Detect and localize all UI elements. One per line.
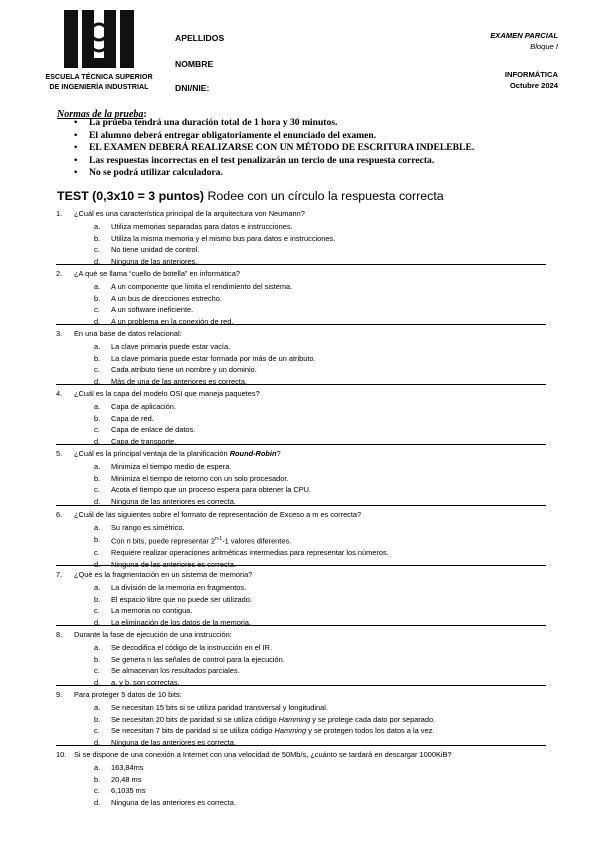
- option-text: Ninguna de las anteriores es correcta.: [111, 559, 236, 569]
- question-block: [56, 689, 546, 749]
- option-text: Capa de aplicación.: [111, 402, 176, 411]
- question-block: [56, 448, 546, 508]
- question-separator: [56, 444, 546, 445]
- question-text: [56, 268, 546, 279]
- question-number: 10.: [56, 750, 67, 759]
- exam-block: Bloque I: [530, 42, 558, 51]
- option-text: La clave primaria puede estar vacía.: [111, 342, 231, 351]
- answer-option: [56, 341, 546, 353]
- exam-type: EXAMEN PARCIAL: [490, 31, 558, 40]
- option-letter: c.: [94, 726, 100, 736]
- option-text: A un componente que limita el rendimiento del sistema.: [111, 282, 293, 291]
- norm-item: • El alumno deberá entregar obligatoriamente el enunciado del examen.: [57, 130, 474, 143]
- answer-option: [56, 496, 546, 508]
- answer-option: [56, 484, 546, 496]
- option-letter: b.: [94, 353, 101, 363]
- option-letter: b.: [94, 473, 101, 483]
- question-text: [56, 629, 546, 640]
- option-letter: a.: [94, 643, 101, 652]
- answer-option: [56, 413, 546, 425]
- question-block: [56, 208, 546, 268]
- option-text: 6,1035 ms: [111, 786, 146, 796]
- option-text: 163,84ms: [111, 763, 144, 772]
- question-prompt: ¿Cuál de las siguientes sobre el formato de representación de Exceso a m es correcta?: [74, 510, 362, 519]
- norms-title-colon: :: [143, 109, 147, 120]
- norm-item: • Las respuestas incorrectas en el test penalizarán un tercio de una respuesta correcta.: [57, 155, 474, 168]
- question-prompt: ¿Cuál es una característica principal de la arquitectura von Neumann?: [74, 209, 305, 218]
- option-text: Ninguna de las anteriores es correcta.: [111, 738, 236, 748]
- answer-option: [56, 677, 546, 689]
- question-options: [56, 702, 546, 749]
- option-text: Ninguna de las anteriores es correcta.: [111, 798, 236, 808]
- question-block: [56, 268, 546, 328]
- question-separator: [56, 264, 546, 265]
- test-title-instruction: Rodee con un círculo la respuesta correcta: [204, 189, 444, 203]
- option-letter: b.: [94, 714, 101, 724]
- option-text-end: y se protege cada dato por separado.: [310, 714, 436, 724]
- option-text: Minimiza el tiempo de retorno con un solo procesador.: [111, 473, 289, 483]
- norm-item: • EL EXAMEN DEBERÁ REALIZARSE CON UN MÉTODO DE ESCRITURA INDELEBLE.: [57, 142, 474, 155]
- school-name-line2: DE INGENIERÍA INDUSTRIAL: [49, 82, 149, 91]
- question-options: [56, 762, 546, 809]
- dni-label: DNI/NIE:: [175, 83, 210, 93]
- option-letter: c.: [94, 547, 100, 557]
- answer-option: [56, 725, 546, 737]
- question-block: [56, 629, 546, 689]
- option-letter: d.: [94, 257, 101, 267]
- option-letter: d.: [94, 317, 101, 327]
- answer-option: [56, 714, 546, 726]
- question-options: [56, 582, 546, 629]
- option-text: A un problema en la conexión de red.: [111, 317, 234, 327]
- answer-option: [56, 364, 546, 376]
- answer-option: [56, 797, 546, 809]
- option-letter: b.: [94, 293, 101, 303]
- option-letter: b.: [94, 654, 101, 664]
- question-block: [56, 569, 546, 629]
- norms-list: [57, 117, 474, 180]
- answer-option: [56, 642, 546, 654]
- answer-option: [56, 534, 546, 547]
- answer-option: [56, 473, 546, 485]
- option-letter: c.: [94, 606, 100, 616]
- apellidos-label: APELLIDOS: [175, 33, 225, 43]
- option-text: Se necesitan 20 bits de paridad si se utiliza código: [111, 714, 279, 724]
- option-text: Se necesitan 7 bits de paridad si se utiliza código: [111, 726, 275, 736]
- question-options: [56, 221, 546, 268]
- option-letter: a.: [94, 763, 101, 772]
- answer-option: [56, 304, 546, 316]
- answer-option: [56, 605, 546, 617]
- answer-option: [56, 424, 546, 436]
- question-block: [56, 388, 546, 448]
- answer-option: [56, 785, 546, 797]
- answer-option: [56, 522, 546, 534]
- question-prompt: Para proteger 5 datos de 10 bits:: [74, 690, 182, 699]
- option-letter: c.: [94, 245, 100, 255]
- answer-option: [56, 353, 546, 365]
- question-block: [56, 749, 546, 809]
- option-letter: a.: [94, 523, 101, 532]
- option-text: Capa de transporte.: [111, 437, 177, 447]
- school-logo-icon: [64, 10, 134, 68]
- option-letter: a.: [94, 703, 101, 712]
- question-separator: [56, 384, 546, 385]
- option-text: 20,48 ms: [111, 774, 142, 784]
- question-number: 4.: [56, 389, 63, 398]
- option-text: Ninguna de las anteriores es correcta.: [111, 497, 236, 507]
- option-text: Utiliza memorias separadas para datos e instrucciones.: [111, 222, 293, 231]
- answer-option: [56, 256, 546, 268]
- option-letter: b.: [94, 774, 101, 784]
- option-letter: d.: [94, 377, 101, 387]
- question-prompt-italic: Round-Robin: [229, 449, 277, 458]
- option-letter: b.: [94, 594, 101, 604]
- question-separator: [56, 565, 546, 566]
- option-letter: d.: [94, 678, 101, 688]
- option-text: Requiere realizar operaciones aritméticas intermedias para representar los números.: [111, 547, 389, 557]
- option-italic: Hamming: [274, 726, 307, 736]
- option-text: A un software ineficiente.: [111, 305, 194, 315]
- option-letter: d.: [94, 497, 101, 507]
- option-text: La memoria no contigua.: [111, 606, 193, 616]
- option-letter: d.: [94, 437, 101, 447]
- question-prompt: ¿A qué se llama “cuello de botella” en informática?: [74, 269, 240, 278]
- question-prompt: En una base de datos relacional:: [74, 329, 182, 338]
- option-text: Más de una de las anteriores es correcta.: [111, 377, 247, 387]
- question-prompt: Si se dispone de una conexión a Internet con una velocidad de 50Mb/s, ¿cuánto se tardará en descargar 1000KiB?: [74, 750, 452, 759]
- answer-option: [56, 401, 546, 413]
- option-letter: d.: [94, 738, 101, 748]
- question-text: [56, 388, 546, 399]
- question-text: [56, 448, 546, 459]
- question-number: 1.: [56, 209, 63, 218]
- option-text: Ninguna de las anteriores.: [111, 257, 198, 267]
- option-letter: a.: [94, 222, 101, 231]
- question-block: [56, 328, 546, 388]
- test-title: [57, 189, 444, 203]
- exam-subject: INFORMÁTICA: [504, 70, 558, 79]
- question-separator: [56, 685, 546, 686]
- school-name-line1: ESCUELA TÉCNICA SUPERIOR: [45, 72, 153, 81]
- question-separator: [56, 505, 546, 506]
- answer-option: [56, 762, 546, 774]
- option-letter: c.: [94, 786, 100, 796]
- school-name: [44, 72, 154, 92]
- option-text: Se genera n las señales de control para la ejecución.: [111, 654, 285, 664]
- answer-option: [56, 233, 546, 245]
- option-letter: d.: [94, 559, 101, 569]
- norm-item: • No se podrá utilizar calculadora.: [57, 167, 474, 180]
- option-superscript: n-1: [214, 535, 223, 542]
- question-prompt: ¿Cuál es la capa del modelo OSI que maneja paquetes?: [74, 389, 260, 398]
- option-text: No tiene unidad de control.: [111, 245, 200, 255]
- option-text: Utiliza la misma memoria y el mismo bus para datos e instrucciones.: [111, 233, 336, 243]
- question-prompt: ¿Cuál es la principal ventaja de la planificación: [74, 449, 230, 458]
- question-separator: [56, 324, 546, 325]
- question-number: 5.: [56, 449, 63, 458]
- question-prompt: Durante la fase de ejecución de una instrucción:: [74, 630, 232, 639]
- option-text: La división de la memoria en fragmentos.: [111, 583, 247, 592]
- question-text: [56, 689, 546, 700]
- question-text: [56, 569, 546, 580]
- option-text: El espacio libre que no puede ser utilizado.: [111, 594, 252, 604]
- option-text: Se almacenan los resultados parciales.: [111, 666, 240, 676]
- option-text: Con n bits, puede representar 2: [111, 536, 215, 546]
- nombre-label: NOMBRE: [175, 59, 214, 69]
- question-separator: [56, 625, 546, 626]
- question-options: [56, 461, 546, 508]
- exam-date: Octubre 2024: [509, 81, 558, 90]
- question-options: [56, 341, 546, 388]
- answer-option: [56, 737, 546, 749]
- question-block: [56, 509, 546, 570]
- option-text: A un bus de direcciones estrecho.: [111, 293, 222, 303]
- question-text: [56, 208, 546, 219]
- option-letter: d.: [94, 618, 101, 628]
- answer-option: [56, 665, 546, 677]
- answer-option: [56, 244, 546, 256]
- answer-option: [56, 702, 546, 714]
- answer-option: [56, 221, 546, 233]
- answer-option: [56, 594, 546, 606]
- answer-option: [56, 774, 546, 786]
- option-text: Capa de enlace de datos.: [111, 425, 196, 435]
- question-prompt: ¿Qué es la fragmentación en un sistema de memoria?: [74, 570, 253, 579]
- option-letter: c.: [94, 666, 100, 676]
- option-letter: c.: [94, 305, 100, 315]
- option-letter: a.: [94, 342, 101, 351]
- option-letter: a.: [94, 402, 101, 411]
- option-text-end: y se protegen todos los datos a la vez.: [306, 726, 435, 736]
- option-text: Cada atributo tiene un nombre y un dominio.: [111, 365, 257, 375]
- question-number: 3.: [56, 329, 63, 338]
- answer-option: [56, 293, 546, 305]
- option-text: Minimiza el tiempo medio de espera.: [111, 462, 232, 471]
- option-text: Su rango es simétrico.: [111, 523, 185, 532]
- answer-option: [56, 461, 546, 473]
- option-text: Se necesitan 15 bits si se utiliza paridad transversal y longitudinal.: [111, 703, 328, 712]
- option-text: La clave primaria puede estar formada por más de un atributo.: [111, 353, 316, 363]
- option-letter: c.: [94, 365, 100, 375]
- norm-item: • La prueba tendrá una duración total de 1 hora y 30 minutos.: [57, 117, 474, 130]
- question-number: 8.: [56, 630, 63, 639]
- question-number: 7.: [56, 570, 63, 579]
- option-text: Capa de red.: [111, 413, 154, 423]
- answer-option: [56, 547, 546, 559]
- question-options: [56, 281, 546, 328]
- option-letter: a.: [94, 282, 101, 291]
- question-prompt-end: ?: [276, 449, 281, 458]
- option-text-end: -1 valores diferentes.: [222, 536, 292, 546]
- option-letter: c.: [94, 425, 100, 435]
- option-letter: c.: [94, 485, 100, 495]
- option-text: a. y b. son correctas.: [111, 678, 180, 688]
- option-text: Acota el tiempo que un proceso espera para obtener la CPU.: [111, 485, 312, 495]
- answer-option: [56, 376, 546, 388]
- norms-title: Normas de la prueba: [57, 109, 144, 120]
- question-text: [56, 749, 546, 760]
- option-text: La eliminación de los datos de la memoria.: [111, 618, 252, 628]
- question-number: 9.: [56, 690, 63, 699]
- option-italic: Hamming: [278, 714, 311, 724]
- question-text: [56, 509, 546, 520]
- answer-option: [56, 316, 546, 328]
- question-separator: [56, 745, 546, 746]
- option-letter: b.: [94, 413, 101, 423]
- question-text: [56, 328, 546, 339]
- option-text: Se decodifica el código de la instrucción en el IR.: [111, 643, 273, 652]
- test-title-points: TEST (0,3x10 = 3 puntos): [57, 189, 205, 203]
- option-letter: b.: [94, 534, 101, 544]
- question-options: [56, 642, 546, 689]
- answer-option: [56, 654, 546, 666]
- answer-option: [56, 582, 546, 594]
- question-options: [56, 401, 546, 448]
- answer-option: [56, 281, 546, 293]
- question-options: [56, 522, 546, 570]
- option-letter: a.: [94, 583, 101, 592]
- question-number: 6.: [56, 510, 63, 519]
- option-letter: d.: [94, 798, 101, 808]
- answer-option: [56, 436, 546, 448]
- answer-option: [56, 617, 546, 629]
- option-letter: a.: [94, 462, 101, 471]
- option-letter: b.: [94, 233, 101, 243]
- question-number: 2.: [56, 269, 63, 278]
